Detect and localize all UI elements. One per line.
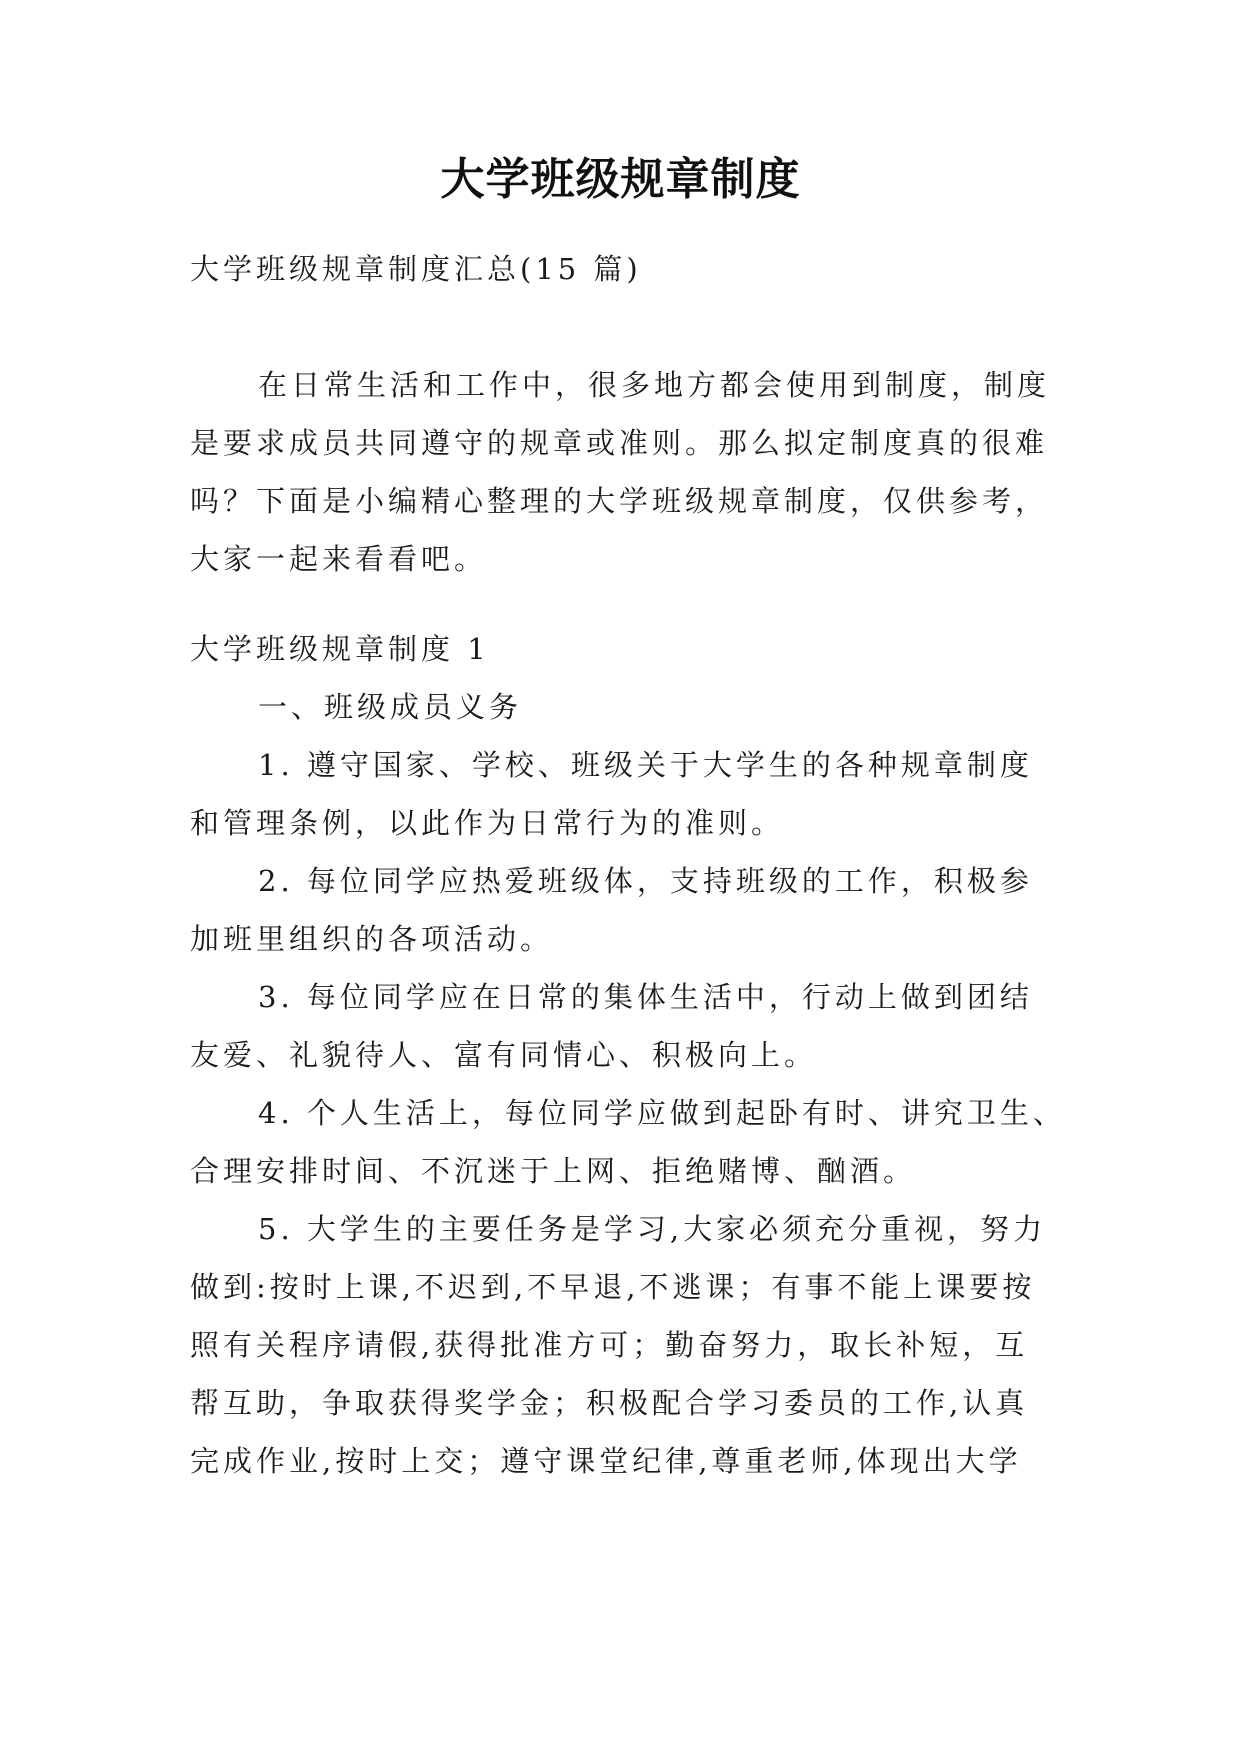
list-item-line: 友爱、礼貌待人、富有同情心、积极向上。 <box>190 1038 818 1072</box>
list-item-line: 合理安排时间、不沉迷于上网、拒绝赌博、酗酒。 <box>190 1154 917 1188</box>
document-title: 大学班级规章制度 <box>440 154 801 205</box>
part-heading: 一、班级成员义务 <box>258 690 523 724</box>
intro-paragraph <box>190 356 1060 588</box>
subtitle-line: 大学班级规章制度汇总(15 篇) <box>190 252 642 286</box>
intro-line: 吗？下面是小编精心整理的大学班级规章制度，仅供参考， <box>190 484 1049 518</box>
list-item-line: 4. 个人生活上，每位同学应做到起卧有时、讲究卫生、 <box>258 1096 1066 1130</box>
list-item-line: 加班里组织的各项活动。 <box>190 922 554 956</box>
document-subtitle <box>190 240 1060 298</box>
list-item-line: 3. 每位同学应在日常的集体生活中，行动上做到团结 <box>258 980 1033 1014</box>
list-item-line: 照有关程序请假,获得批准方可；勤奋努力，取长补短，互 <box>190 1328 1029 1362</box>
intro-line: 是要求成员共同遵守的规章或准则。那么拟定制度真的很难 <box>190 426 1049 460</box>
list-item-line: 1. 遵守国家、学校、班级关于大学生的各种规章制度 <box>258 748 1033 782</box>
list-item-line: 5. 大学生的主要任务是学习,大家必须充分重视，努力 <box>258 1212 1047 1246</box>
section-block <box>190 620 1066 1490</box>
list-item-line: 完成作业,按时上交；遵守课堂纪律,尊重老师,体现出大学 <box>190 1444 1022 1478</box>
list-item-line: 2. 每位同学应热爱班级体，支持班级的工作，积极参 <box>258 864 1033 898</box>
intro-line: 大家一起来看看吧。 <box>190 542 488 576</box>
list-item-line: 和管理条例，以此作为日常行为的准则。 <box>190 806 785 840</box>
list-item-line: 做到:按时上课,不迟到,不早退,不逃课；有事不能上课要按 <box>190 1270 1036 1304</box>
intro-line: 在日常生活和工作中，很多地方都会使用到制度，制度 <box>258 368 1051 402</box>
list-item-line: 帮互助，争取获得奖学金；积极配合学习委员的工作,认真 <box>190 1386 1029 1420</box>
section-heading: 大学班级规章制度 1 <box>190 632 490 666</box>
